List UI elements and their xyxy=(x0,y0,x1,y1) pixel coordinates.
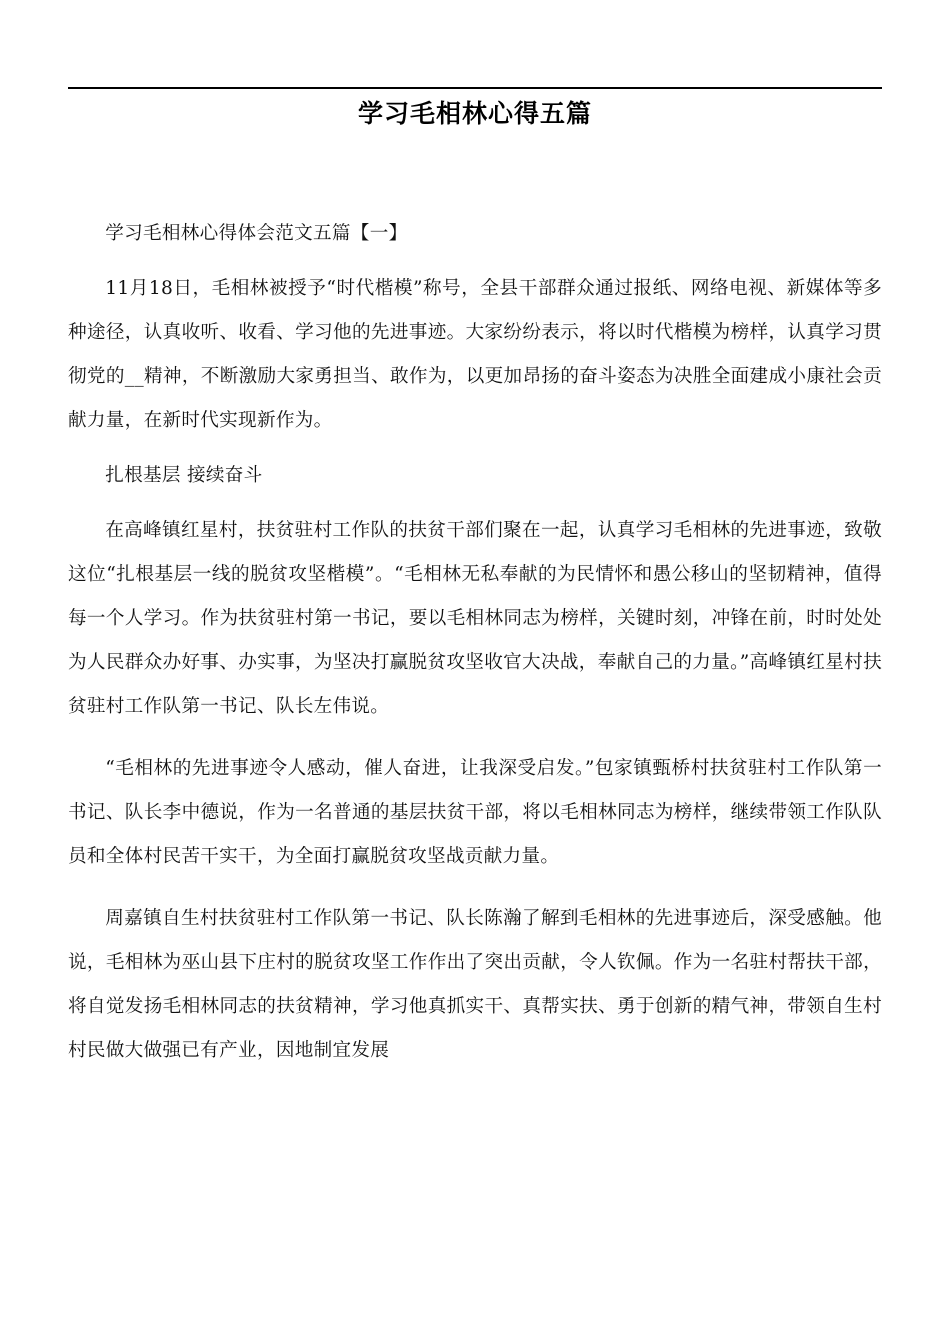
document-title: 学习毛相林心得五篇 xyxy=(357,99,592,128)
paragraph: 在高峰镇红星村，扶贫驻村工作队的扶贫干部们聚在一起，认真学习毛相林的先进事迹，致敬这位“扎根基层一线的脱贫攻坚楷模”。“毛相林无私奉献的为民情怀和愚公移山的坚韧精神，值得每一个人学习。作为扶贫驻村第一书记，要以毛相林同志为榜样，关键时刻，冲锋在前，时时处处为人民群众办好事、办实事，为坚决打赢脱贫攻坚收官大决战，奉献自己的力量。”高峰镇红星村扶贫驻村工作队第一书记、队长左伟说。 xyxy=(68,520,882,717)
header-rule xyxy=(68,87,882,89)
paragraph: “毛相林的先进事迹令人感动，催人奋进，让我深受启发。”包家镇甄桥村扶贫驻村工作队第一书记、队长李中德说，作为一名普通的基层扶贫干部，将以毛相林同志为榜样，继续带领工作队队员和全体村民苦干实干，为全面打赢脱贫攻坚战贡献力量。 xyxy=(68,758,882,867)
paragraph: 周嘉镇自生村扶贫驻村工作队第一书记、队长陈瀚了解到毛相林的先进事迹后，深受感触。他说，毛相林为巫山县下庄村的脱贫攻坚工作作出了突出贡献，令人钦佩。作为一名驻村帮扶干部，将自觉发扬毛相林同志的扶贫精神，学习他真抓实干、真帮实扶、勇于创新的精气神，带领自生村村民做大做强已有产业，因地制宜发展 xyxy=(68,908,882,1061)
subheading: 扎根基层 接续奋斗 xyxy=(105,465,263,486)
document-page xyxy=(68,0,882,1344)
document-body xyxy=(68,212,882,1084)
paragraph: 11月18日，毛相林被授予“时代楷模”称号，全县干部群众通过报纸、网络电视、新媒体等多种途径，认真收听、收看、学习他的先进事迹。大家纷纷表示，将以时代楷模为榜样，认真学习贯彻党的__精神，不断激励大家勇担当、敢作为，以更加昂扬的奋斗姿态为决胜全面建成小康社会贡献力量，在新时代实现新作为。 xyxy=(68,278,882,431)
section-heading: 学习毛相林心得体会范文五篇【一】 xyxy=(105,223,408,244)
